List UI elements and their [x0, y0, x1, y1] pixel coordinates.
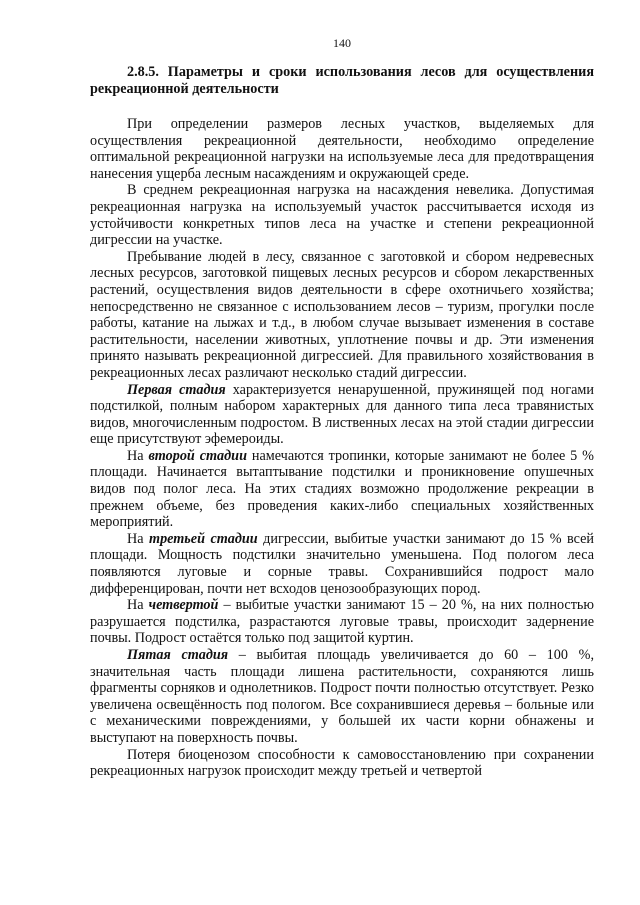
section-heading: 2.8.5. Параметры и сроки использования лесов для осуществления рекреационной деятельности: [90, 64, 594, 97]
document-page: [90, 36, 594, 780]
stage-2-term: второй стадии: [148, 447, 247, 464]
stage-3-term: третьей стадии: [149, 530, 258, 547]
stage-4-text: – выбитые участки занимают 15 – 20 %, на них полностью разрушается подстилка, разрастаются луговые травы, происходит задернение почвы. Подрост остаётся только под защитой куртин.: [90, 597, 594, 647]
paragraph-average-load: В среднем рекреационная нагрузка на насаждения невелика. Допустимая рекреационная нагрузка на используемый участок рассчитывается исходя из устойчивости конкретных типов леса на участке и степени рекреационной дигрессии на участке.: [90, 182, 594, 249]
stage-3-prefix: На: [127, 530, 150, 547]
stage-4-prefix: На: [127, 597, 149, 614]
paragraph-stage-5: [90, 647, 594, 747]
paragraph-digression-intro: Пребывание людей в лесу, связанное с заготовкой и сбором недревесных лесных ресурсов, заготовкой пищевых лесных ресурсов и сбором лекарственных растений, осуществления видов деятельности в сфере охотничьего хозяйства; непосредственно не связанное с использованием лесов – туризм, прогулки после работы, катание на лыжах и т.д., в любом случае вызывает изменения в составе растительности, населении животных, уплотнение почвы и др. Эти изменения принято называть рекреационной дигрессией. Для правильного хозяйствования в рекреационных лесах различают несколько стадий дигрессии.: [90, 248, 594, 381]
stage-2-text: намечаются тропинки, которые занимают не более 5 % площади. Начинается вытаптывание подстилки и проникновение опушечных видов под полог леса. На этих стадиях возможно продолжение рекреации в прежнем объеме, без проведения каких-либо специальных хозяйственных мероприятий.: [90, 447, 595, 531]
paragraph-stage-3: [90, 531, 594, 597]
paragraph-self-recovery: Потеря биоценозом способности к самовосстановлению при сохранении рекреационных нагрузок происходит между третьей и четвертой: [90, 746, 594, 780]
stage-5-term: Пятая стадия: [127, 647, 229, 663]
paragraph-stage-1: [90, 382, 594, 448]
page-number: 140: [333, 36, 351, 50]
stage-3-text: дигрессии, выбитые участки занимают до 15 % всей площади. Мощность подстилки значительно уменьшена. Под пологом леса появляются луговые и сорные травы. Сохранившийся подрост мало дифференцирован, почти нет всходов ценозообразующих пород.: [90, 530, 594, 597]
paragraph-stage-2: [90, 448, 594, 531]
stage-1-text: характеризуется ненарушенной, пружинящей под ногами подстилкой, полным набором характерных для данного типа леса травянистых видов, многочисленным подростом. В лиственных лесах на этой стадии дигрессии еще присутствуют эфемероиды.: [90, 381, 594, 448]
paragraph-optimal-load: При определении размеров лесных участков, выделяемых для осуществления рекреационной деятельности, необходимо определение оптимальной рекреационной нагрузки на используемые леса для предотвращения нанесения ущерба лесным насаждениям и окружающей среде.: [90, 116, 594, 182]
stage-1-term: Первая стадия: [127, 381, 226, 398]
paragraph-stage-4: [90, 597, 594, 647]
stage-5-text: – выбитая площадь увеличивается до 60 – 100 %, значительная часть площади лишена растительности, сохраняются лишь фрагменты сорняков и однолетников. Подрост почти полностью отсутствует. Резко увеличена освещённость под пологом. Все сохранившиеся деревья – больные или с механическими повреждениями, у большей их части корни обнажены и выступают на поверхность почвы.: [90, 647, 594, 746]
stage-4-term: четвертой: [148, 597, 219, 614]
stage-2-prefix: На: [127, 447, 149, 464]
